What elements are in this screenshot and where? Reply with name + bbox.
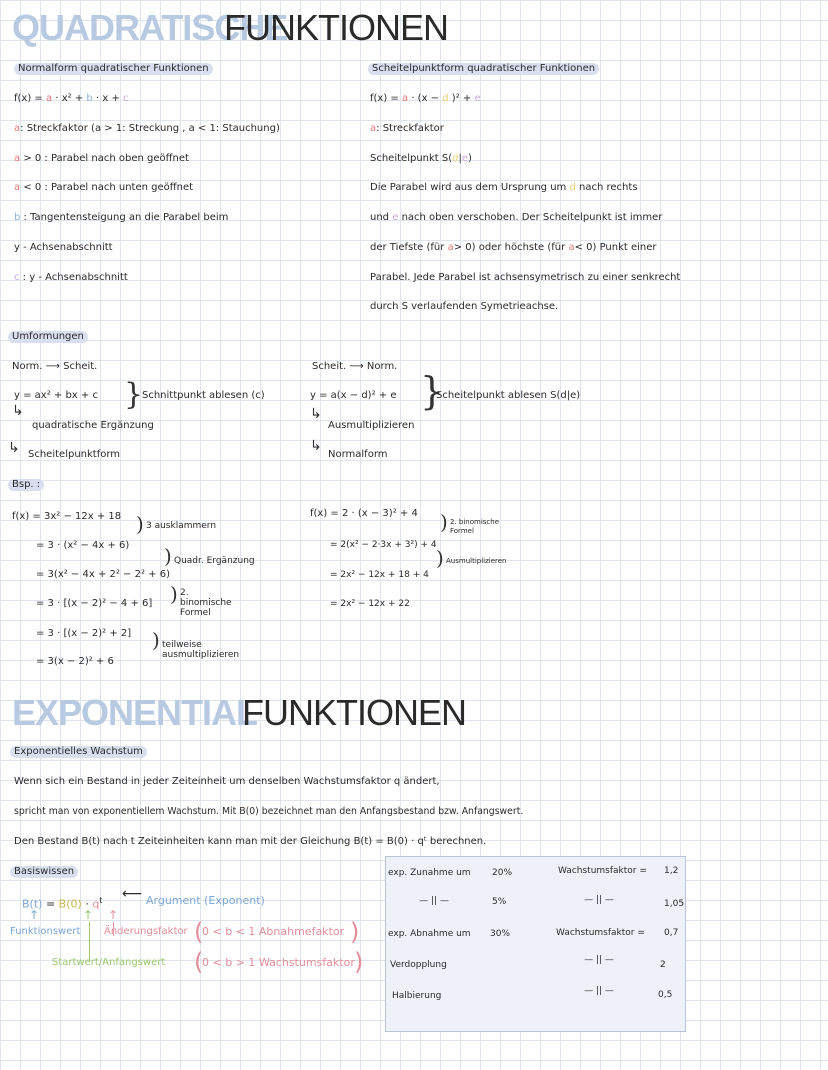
symbol-a: a (14, 182, 21, 193)
bsp-left-note-4: teilweise ausmultiplizieren (162, 640, 240, 660)
umf-right-note: Scheitelpunkt ablesen S(d|e) (436, 390, 581, 401)
para-text: < 0) Punkt einer (574, 242, 657, 253)
arrow-up-icon: ↑ (29, 908, 40, 922)
symbol-t: t (99, 896, 103, 905)
scheitel-para-line-3 (370, 242, 657, 254)
symbol-b: b (14, 212, 21, 223)
equals: = (45, 897, 56, 911)
basis-argument: Argument (Exponent) (146, 894, 265, 907)
umf-left-step1: quadratische Ergänzung (32, 420, 154, 431)
formula-dot: · (55, 93, 59, 104)
normalform-line-6 (14, 272, 128, 284)
bsp-right-line-1: f(x) = 2 · (x − 3)² + 4 (310, 508, 418, 519)
scheitelform-streckfaktor (370, 123, 444, 135)
symbol-d: d (452, 153, 459, 164)
symbol-bt: B(t) (22, 897, 43, 911)
scheitel-para-line-4: Parabel. Jede Parabel ist achsensymetrisch zu einer senkrecht (370, 272, 681, 283)
quad-title-part2: FUNKTIONEN (224, 7, 448, 48)
turn-arrow-icon: ↳ (8, 440, 20, 456)
scheitelform-heading: Scheitelpunktform quadratischer Funktionen (368, 63, 599, 75)
basis-wachstum: 0 < b > 1 Wachstumsfaktor (202, 956, 355, 969)
formula-dot: · (95, 93, 100, 104)
bsp-label: Bsp. : (8, 479, 44, 491)
bsp-right-line-3: = 2x² − 12x + 18 + 4 (330, 570, 429, 580)
umf-left-formula: y = ax² + bx + c (14, 390, 98, 401)
brace-icon: } (420, 369, 445, 413)
table-row-4-right: — || — (584, 955, 614, 965)
bsp-left-note-3: 2. binomische Formel (180, 588, 232, 618)
table-row-1-leftval: 20% (492, 868, 513, 878)
brace-icon: } (124, 377, 144, 412)
table-row-2-left: — || — (419, 896, 449, 906)
turn-arrow-icon: ↳ (310, 406, 322, 422)
para-text: > 0) oder höchste (für (453, 242, 566, 253)
table-row-3-rightval: 0,7 (664, 928, 679, 938)
bsp-left-line-5: = 3 · [(x − 2)² + 2] (36, 628, 132, 639)
bsp-left-line-2: = 3 · (x² − 4x + 6) (36, 540, 130, 551)
exp-growth-line-2: spricht man von exponentiellem Wachstum. Mit B(0) bezeichnet man den Anfangsbestand bzw. Anfangswert. (14, 806, 524, 817)
symbol-a: a (14, 153, 21, 164)
basis-startwert: Startwert/Anfangswert (52, 957, 166, 968)
exp-growth-line-1: Wenn sich ein Bestand in jeder Zeiteinheit um denselben Wachstumsfaktor q ändert, (14, 776, 440, 787)
umformungen-heading: Umformungen (8, 331, 88, 343)
para-text: Die Parabel wird aus dem Ursprung um (370, 182, 567, 193)
line-text: Scheitelpunkt S( (370, 153, 453, 164)
normalform-line-5 (14, 242, 113, 254)
symbol-d: d (569, 182, 576, 193)
formula-c: c (123, 93, 129, 104)
exp-title-part2: FUNKTIONEN (242, 692, 466, 733)
line-text: : y - Achsenabschnitt (19, 272, 128, 283)
arrow-left-icon: ⟵ (122, 886, 143, 902)
umf-right-formula: y = a(x − d)² + e (310, 390, 397, 401)
symbol-a: a (447, 242, 454, 253)
table-row-2-right: — || — (584, 895, 614, 905)
table-row-2-leftval: 5% (492, 897, 507, 907)
basis-aenderungsfaktor: Änderungsfaktor (104, 926, 188, 937)
scheitel-para-line-2 (370, 212, 662, 224)
line-text: : Streckfaktor (376, 123, 444, 134)
turn-arrow-icon: ↳ (310, 438, 322, 454)
line-text: > 0 : Parabel nach oben geöffnet (20, 153, 189, 164)
line-text: ) (468, 153, 472, 164)
umf-right-title: Scheit. ⟶ Norm. (312, 361, 398, 372)
table-row-5-left: Halbierung (392, 991, 442, 1001)
bsp-right-note-2: Ausmultiplizieren (446, 557, 507, 565)
exp-growth-line-3: Den Bestand B(t) nach t Zeiteinheiten kann man mit der Gleichung B(t) = B(0) · qᵗ berechnen. (14, 836, 487, 847)
basis-abnahme: 0 < b < 1 Abnahmefaktor (202, 925, 345, 938)
brace-icon: ) (170, 582, 178, 606)
symbol-e: e (461, 153, 469, 164)
formula-part: · (x − (411, 93, 440, 104)
normalform-line-2 (14, 153, 189, 165)
table-row-3-right: Wachstumsfaktor = (556, 928, 645, 938)
symbol-a: a (14, 123, 21, 134)
symbol-a: a (568, 242, 575, 253)
table-row-3-left: exp. Abnahme um (388, 929, 471, 939)
table-row-1-rightval: 1,2 (664, 866, 679, 876)
brace-icon: ( (194, 918, 204, 946)
brace-icon: ) (350, 918, 360, 946)
bsp-right-line-2: = 2(x² − 2·3x + 3²) + 4 (330, 540, 437, 550)
brace-icon: ( (194, 948, 204, 976)
brace-icon: ) (164, 544, 172, 568)
table-row-5-right: — || — (584, 986, 614, 996)
para-text: nach oben verschoben. Der Scheitelpunkt ist immer (401, 212, 663, 223)
symbol-a: a (370, 123, 377, 134)
bsp-left-note-1: 3 ausklammern (146, 521, 217, 531)
growth-factor-table (385, 856, 686, 1032)
formula-x2: x² (61, 93, 72, 104)
basis-heading: Basiswissen (10, 866, 78, 878)
formula-f: f(x) = (14, 93, 43, 104)
para-text: und (370, 212, 390, 223)
brace-icon: ) (354, 948, 364, 976)
brace-icon: ) (436, 546, 444, 570)
bsp-left-line-6: = 3(x − 2)² + 6 (36, 656, 114, 667)
symbol-c: c (14, 272, 20, 283)
exp-title-part1: EXPONENTIAL (12, 692, 258, 733)
formula-a: a (402, 93, 409, 104)
table-row-1-left: exp. Zunahme um (388, 868, 471, 878)
bsp-right-line-4: = 2x² − 12x + 22 (330, 599, 410, 609)
normalform-line-1 (14, 123, 280, 135)
line-text: : Streckfaktor (a > 1: Streckung , a < 1: Stauchung) (20, 123, 280, 134)
formula-plus: + (74, 93, 84, 104)
table-row-3-leftval: 30% (490, 929, 511, 939)
connector-line (89, 922, 90, 962)
quad-title-part1: QUADRATISCHE (12, 7, 288, 48)
formula-part: )² + (451, 93, 472, 104)
formula-d: d (442, 93, 449, 104)
bsp-left-note-2: Quadr. Ergänzung (174, 556, 255, 566)
table-row-2-rightval: 1,05 (664, 899, 685, 909)
bsp-left-line-1: f(x) = 3x² − 12x + 18 (12, 511, 122, 522)
formula-e: e (474, 93, 481, 104)
scheitelform-formula (370, 93, 481, 105)
separator: | (458, 153, 462, 164)
formula-a: a (46, 93, 53, 104)
arrow-up-icon: ↑ (83, 908, 94, 922)
formula-x: x (102, 93, 109, 104)
line-text: : Tangentensteigung an die Parabel beim (20, 212, 229, 223)
table-row-1-right: Wachstumsfaktor = (558, 866, 647, 876)
normalform-line-4 (14, 212, 228, 224)
umf-left-note: Schnittpunkt ablesen (c) (142, 390, 265, 401)
umf-left-step2: Scheitelpunktform (28, 449, 121, 460)
scheitel-para-line-1 (370, 182, 638, 194)
umf-right-step1: Ausmultiplizieren (328, 420, 415, 431)
line-text: < 0 : Parabel nach unten geöffnet (20, 182, 194, 193)
scheitelpunkt-label (370, 153, 472, 165)
para-text: nach rechts (579, 182, 638, 193)
normalform-formula (14, 93, 129, 105)
scheitel-para-line-5: durch S verlaufenden Symetrieachse. (370, 301, 559, 312)
table-row-5-rightval: 0,5 (658, 990, 673, 1000)
formula-plus: + (111, 93, 120, 104)
exp-growth-heading: Exponentielles Wachstum (10, 746, 147, 758)
normalform-line-3 (14, 182, 193, 194)
umf-left-title: Norm. ⟶ Scheit. (12, 361, 98, 372)
symbol-b0: B(0) (58, 897, 82, 911)
arrow-up-icon: ↑ (108, 908, 119, 922)
brace-icon: ) (440, 510, 448, 534)
formula-b: b (86, 93, 93, 104)
normalform-heading: Normalform quadratischer Funktionen (14, 63, 213, 75)
symbol-q: q (92, 897, 100, 911)
bsp-right-note-1: 2. binomische Formel (450, 518, 500, 535)
table-row-4-left: Verdopplung (390, 960, 447, 970)
line-text: y - Achsenabschnitt (14, 242, 113, 253)
brace-icon: ) (152, 628, 160, 652)
brace-icon: ) (136, 512, 144, 536)
bsp-left-line-4: = 3 · [(x − 2)² − 4 + 6] (36, 598, 153, 609)
formula-f: f(x) = (370, 93, 399, 104)
umf-right-step2: Normalform (328, 449, 388, 460)
basis-funktionswert: Funktionswert (10, 926, 81, 937)
dot: · (85, 897, 89, 911)
para-text: der Tiefste (für (370, 242, 445, 253)
symbol-e: e (392, 212, 399, 223)
turn-arrow-icon: ↳ (12, 403, 24, 419)
bsp-left-line-3: = 3(x² − 4x + 2² − 2² + 6) (36, 569, 170, 580)
table-row-4-rightval: 2 (660, 960, 666, 970)
